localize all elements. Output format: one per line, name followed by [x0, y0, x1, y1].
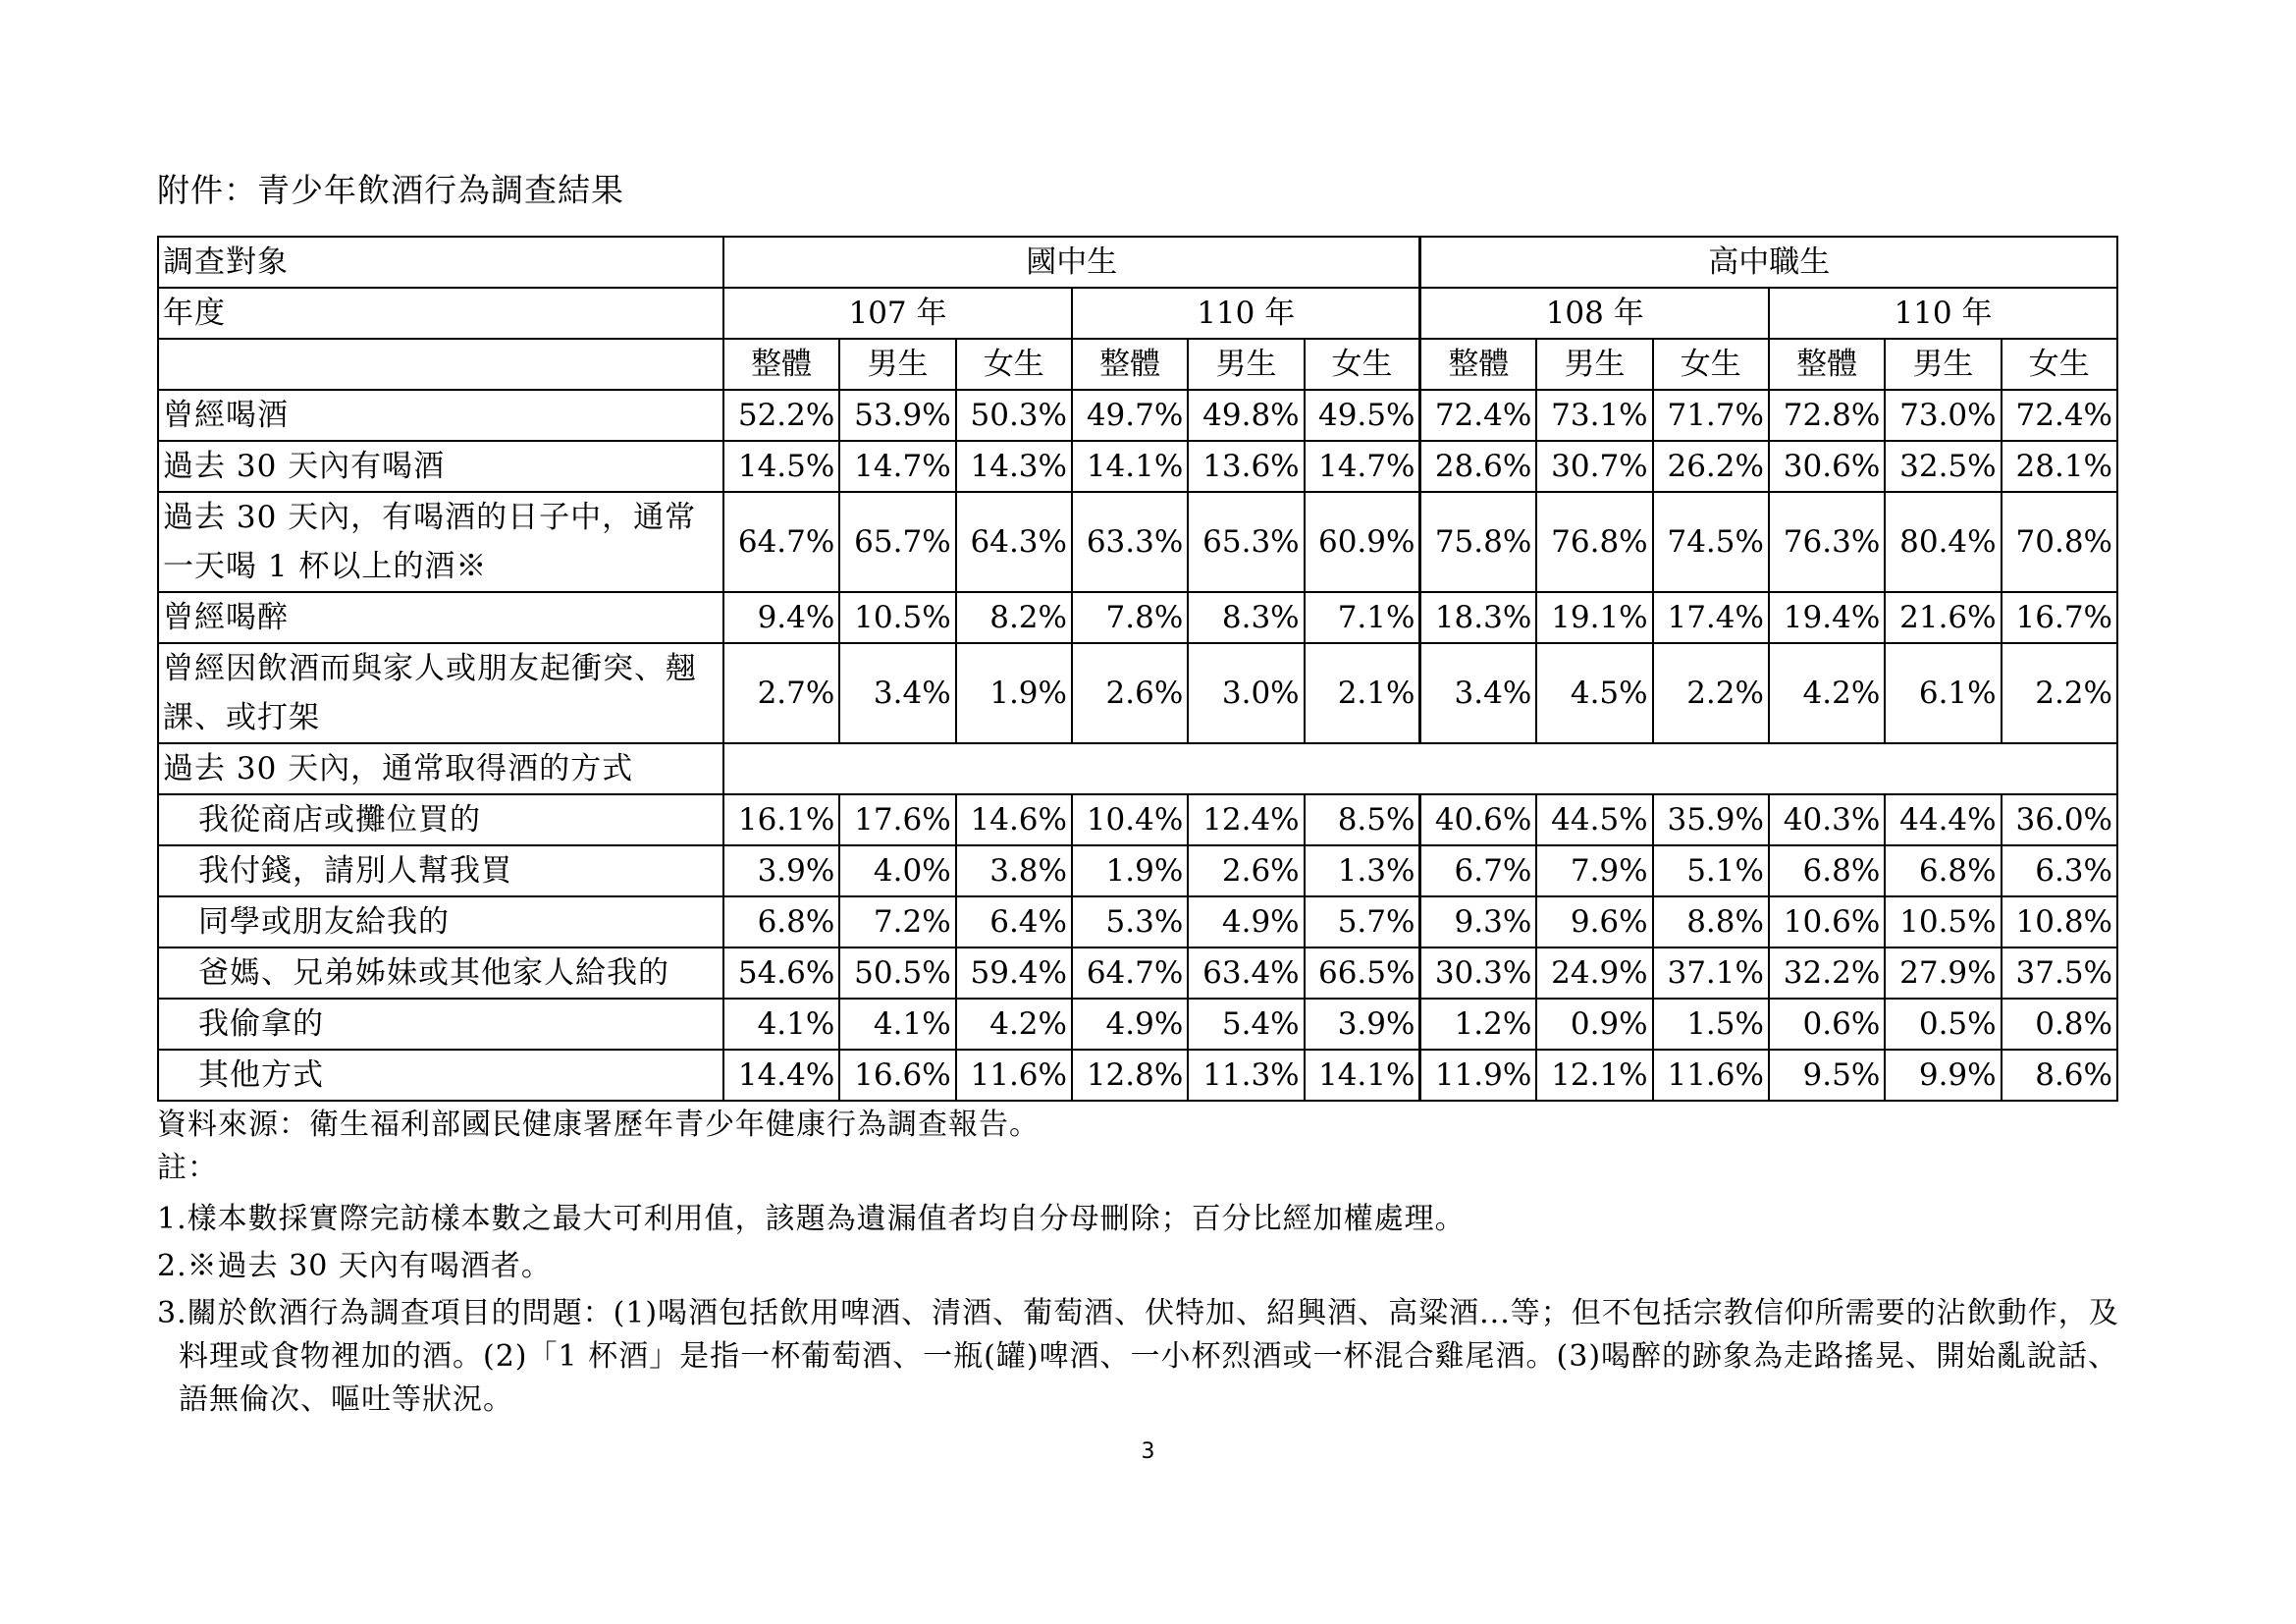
value-cell: 9.4% — [723, 592, 839, 643]
value-cell: 1.9% — [1072, 845, 1188, 896]
gender-subheader: 女生 — [1305, 339, 1420, 390]
value-cell: 5.7% — [1305, 896, 1420, 947]
value-cell: 2.6% — [1188, 845, 1304, 896]
value-cell: 5.3% — [1072, 896, 1188, 947]
row-label: 爸媽、兄弟姊妹或其他家人給我的 — [158, 947, 723, 999]
value-cell: 50.3% — [956, 390, 1072, 441]
value-cell: 12.4% — [1188, 794, 1304, 845]
value-cell: 52.2% — [723, 390, 839, 441]
section-label: 過去 30 天內，通常取得酒的方式 — [158, 743, 723, 794]
gender-subheader: 女生 — [956, 339, 1072, 390]
header-row-year — [158, 288, 2117, 339]
value-cell: 27.9% — [1885, 947, 2001, 999]
source-note: 資料來源：衛生福利部國民健康署歷年青少年健康行為調查報告。 — [157, 1108, 1040, 1142]
value-cell: 80.4% — [1885, 492, 2001, 592]
value-cell: 17.6% — [839, 794, 955, 845]
row-label: 曾經因飲酒而與家人或朋友起衝突、翹課、或打架 — [158, 643, 723, 743]
row-label: 過去 30 天內，有喝酒的日子中，通常一天喝 1 杯以上的酒※ — [158, 492, 723, 592]
value-cell: 6.8% — [723, 896, 839, 947]
value-cell: 17.4% — [1653, 592, 1769, 643]
header-row-subject — [158, 237, 2117, 288]
row-label: 曾經喝醉 — [158, 592, 723, 643]
value-cell: 6.1% — [1885, 643, 2001, 743]
value-cell: 14.7% — [839, 441, 955, 492]
value-cell: 14.1% — [1305, 1050, 1420, 1101]
note-item: 2.※過去 30 天內有喝酒者。 — [157, 1249, 552, 1283]
value-cell: 2.1% — [1305, 643, 1420, 743]
value-cell: 32.2% — [1769, 947, 1885, 999]
value-cell: 32.5% — [1885, 441, 2001, 492]
value-cell: 6.3% — [2002, 845, 2117, 896]
subject-label: 調查對象 — [158, 237, 723, 288]
value-cell: 54.6% — [723, 947, 839, 999]
row-label: 其他方式 — [158, 1050, 723, 1101]
value-cell: 3.9% — [723, 845, 839, 896]
value-cell: 21.6% — [1885, 592, 2001, 643]
row-label: 過去 30 天內有喝酒 — [158, 441, 723, 492]
value-cell: 4.1% — [723, 999, 839, 1050]
value-cell: 4.2% — [956, 999, 1072, 1050]
value-cell: 73.1% — [1536, 390, 1652, 441]
year-junior-107: 107 年 — [723, 288, 1072, 339]
value-cell: 3.4% — [1420, 643, 1536, 743]
table-row — [158, 1050, 2117, 1101]
value-cell: 65.3% — [1188, 492, 1304, 592]
table-row — [158, 592, 2117, 643]
value-cell: 66.5% — [1305, 947, 1420, 999]
value-cell: 3.0% — [1188, 643, 1304, 743]
value-cell: 44.5% — [1536, 794, 1652, 845]
value-cell: 7.9% — [1536, 845, 1652, 896]
value-cell: 9.5% — [1769, 1050, 1885, 1101]
value-cell: 63.3% — [1072, 492, 1188, 592]
value-cell: 72.8% — [1769, 390, 1885, 441]
gender-subheader: 整體 — [723, 339, 839, 390]
value-cell: 65.7% — [839, 492, 955, 592]
value-cell: 4.0% — [839, 845, 955, 896]
value-cell: 14.5% — [723, 441, 839, 492]
value-cell: 9.9% — [1885, 1050, 2001, 1101]
year-label: 年度 — [158, 288, 723, 339]
value-cell: 76.3% — [1769, 492, 1885, 592]
survey-results-table — [157, 236, 2118, 1102]
value-cell: 72.4% — [1420, 390, 1536, 441]
value-cell: 28.1% — [2002, 441, 2117, 492]
value-cell: 8.6% — [2002, 1050, 2117, 1101]
value-cell: 11.9% — [1420, 1050, 1536, 1101]
value-cell: 40.6% — [1420, 794, 1536, 845]
value-cell: 49.7% — [1072, 390, 1188, 441]
value-cell: 40.3% — [1769, 794, 1885, 845]
header-row-gender — [158, 339, 2117, 390]
value-cell: 14.4% — [723, 1050, 839, 1101]
table-row — [158, 643, 2117, 743]
gender-subheader: 男生 — [839, 339, 955, 390]
value-cell: 2.2% — [1653, 643, 1769, 743]
value-cell: 30.6% — [1769, 441, 1885, 492]
value-cell: 72.4% — [2002, 390, 2117, 441]
value-cell: 37.5% — [2002, 947, 2117, 999]
value-cell: 53.9% — [839, 390, 955, 441]
value-cell: 37.1% — [1653, 947, 1769, 999]
value-cell: 18.3% — [1420, 592, 1536, 643]
value-cell: 7.2% — [839, 896, 955, 947]
value-cell: 5.1% — [1653, 845, 1769, 896]
gender-subheader: 男生 — [1188, 339, 1304, 390]
section-empty-cell — [723, 743, 2117, 794]
value-cell: 3.9% — [1305, 999, 1420, 1050]
value-cell: 70.8% — [2002, 492, 2117, 592]
value-cell: 4.9% — [1072, 999, 1188, 1050]
value-cell: 76.8% — [1536, 492, 1652, 592]
value-cell: 14.6% — [956, 794, 1072, 845]
value-cell: 28.6% — [1420, 441, 1536, 492]
section-row — [158, 743, 2117, 794]
value-cell: 75.8% — [1420, 492, 1536, 592]
gender-subheader: 整體 — [1072, 339, 1188, 390]
table-row — [158, 999, 2117, 1050]
value-cell: 10.5% — [839, 592, 955, 643]
value-cell: 6.8% — [1769, 845, 1885, 896]
group-senior-high: 高中職生 — [1420, 237, 2117, 288]
value-cell: 9.3% — [1420, 896, 1536, 947]
value-cell: 11.6% — [1653, 1050, 1769, 1101]
table-row — [158, 441, 2117, 492]
value-cell: 0.6% — [1769, 999, 1885, 1050]
value-cell: 24.9% — [1536, 947, 1652, 999]
value-cell: 4.1% — [839, 999, 955, 1050]
gender-subheader: 男生 — [1885, 339, 2001, 390]
value-cell: 26.2% — [1653, 441, 1769, 492]
table-row — [158, 845, 2117, 896]
value-cell: 8.8% — [1653, 896, 1769, 947]
value-cell: 64.7% — [723, 492, 839, 592]
value-cell: 12.8% — [1072, 1050, 1188, 1101]
value-cell: 74.5% — [1653, 492, 1769, 592]
value-cell: 44.4% — [1885, 794, 2001, 845]
notes-heading: 註： — [157, 1151, 218, 1185]
value-cell: 9.6% — [1536, 896, 1652, 947]
value-cell: 5.4% — [1188, 999, 1304, 1050]
value-cell: 7.1% — [1305, 592, 1420, 643]
value-cell: 4.2% — [1769, 643, 1885, 743]
value-cell: 3.4% — [839, 643, 955, 743]
value-cell: 11.3% — [1188, 1050, 1304, 1101]
value-cell: 49.5% — [1305, 390, 1420, 441]
notes-block — [157, 1104, 2120, 1422]
value-cell: 16.1% — [723, 794, 839, 845]
value-cell: 59.4% — [956, 947, 1072, 999]
value-cell: 2.2% — [2002, 643, 2117, 743]
value-cell: 71.7% — [1653, 390, 1769, 441]
page-title: 附件：青少年飲酒行為調查結果 — [157, 171, 624, 209]
value-cell: 30.3% — [1420, 947, 1536, 999]
value-cell: 10.5% — [1885, 896, 2001, 947]
value-cell: 49.8% — [1188, 390, 1304, 441]
note-item: 1.樣本數採實際完訪樣本數之最大可利用值，該題為遺漏值者均自分母刪除；百分比經加權處理。 — [157, 1202, 1466, 1236]
value-cell: 6.8% — [1885, 845, 2001, 896]
year-senior-108: 108 年 — [1420, 288, 1769, 339]
value-cell: 3.8% — [956, 845, 1072, 896]
row-label: 我付錢，請別人幫我買 — [158, 845, 723, 896]
value-cell: 19.4% — [1769, 592, 1885, 643]
gender-subheader: 女生 — [1653, 339, 1769, 390]
value-cell: 10.8% — [2002, 896, 2117, 947]
value-cell: 10.6% — [1769, 896, 1885, 947]
gender-subheader: 整體 — [1420, 339, 1536, 390]
value-cell: 63.4% — [1188, 947, 1304, 999]
table-row — [158, 896, 2117, 947]
value-cell: 0.5% — [1885, 999, 2001, 1050]
group-junior-high: 國中生 — [723, 237, 1420, 288]
value-cell: 2.6% — [1072, 643, 1188, 743]
value-cell: 6.7% — [1420, 845, 1536, 896]
value-cell: 6.4% — [956, 896, 1072, 947]
value-cell: 1.9% — [956, 643, 1072, 743]
row-label: 我從商店或攤位買的 — [158, 794, 723, 845]
year-junior-110: 110 年 — [1072, 288, 1420, 339]
value-cell: 8.2% — [956, 592, 1072, 643]
value-cell: 7.8% — [1072, 592, 1188, 643]
value-cell: 11.6% — [956, 1050, 1072, 1101]
table-row — [158, 794, 2117, 845]
value-cell: 14.7% — [1305, 441, 1420, 492]
row-label: 我偷拿的 — [158, 999, 723, 1050]
gender-subheader: 整體 — [1769, 339, 1885, 390]
value-cell: 1.2% — [1420, 999, 1536, 1050]
value-cell: 2.7% — [723, 643, 839, 743]
gender-subheader: 女生 — [2002, 339, 2117, 390]
value-cell: 30.7% — [1536, 441, 1652, 492]
value-cell: 50.5% — [839, 947, 955, 999]
table-row — [158, 947, 2117, 999]
value-cell: 16.7% — [2002, 592, 2117, 643]
value-cell: 60.9% — [1305, 492, 1420, 592]
value-cell: 12.1% — [1536, 1050, 1652, 1101]
value-cell: 8.3% — [1188, 592, 1304, 643]
empty-corner-cell — [158, 339, 723, 390]
value-cell: 14.3% — [956, 441, 1072, 492]
value-cell: 14.1% — [1072, 441, 1188, 492]
value-cell: 1.3% — [1305, 845, 1420, 896]
table-row — [158, 390, 2117, 441]
gender-subheader: 男生 — [1536, 339, 1652, 390]
value-cell: 16.6% — [839, 1050, 955, 1101]
value-cell: 19.1% — [1536, 592, 1652, 643]
value-cell: 73.0% — [1885, 390, 2001, 441]
row-label: 同學或朋友給我的 — [158, 896, 723, 947]
note-item: 3.關於飲酒行為調查項目的問題：(1)喝酒包括飲用啤酒、清酒、葡萄酒、伏特加、紹興酒、高粱酒...等；但不包括宗教信仰所需要的沾飲動作，及料理或食物裡加的酒。(2)「1 杯酒」是指一杯葡萄酒、一瓶(罐)啤酒、一小杯烈酒或一杯混合雞尾酒。(3)喝醉的跡象為走路搖晃、開始亂說話、語無倫次、嘔吐等狀況。 — [157, 1296, 2119, 1417]
value-cell: 64.3% — [956, 492, 1072, 592]
value-cell: 0.8% — [2002, 999, 2117, 1050]
value-cell: 64.7% — [1072, 947, 1188, 999]
value-cell: 13.6% — [1188, 441, 1304, 492]
row-label: 曾經喝酒 — [158, 390, 723, 441]
value-cell: 10.4% — [1072, 794, 1188, 845]
value-cell: 4.5% — [1536, 643, 1652, 743]
value-cell: 36.0% — [2002, 794, 2117, 845]
table-row — [158, 492, 2117, 592]
value-cell: 4.9% — [1188, 896, 1304, 947]
value-cell: 1.5% — [1653, 999, 1769, 1050]
value-cell: 8.5% — [1305, 794, 1420, 845]
page-number: 3 — [1141, 1439, 1155, 1464]
year-senior-110: 110 年 — [1769, 288, 2117, 339]
value-cell: 0.9% — [1536, 999, 1652, 1050]
value-cell: 35.9% — [1653, 794, 1769, 845]
